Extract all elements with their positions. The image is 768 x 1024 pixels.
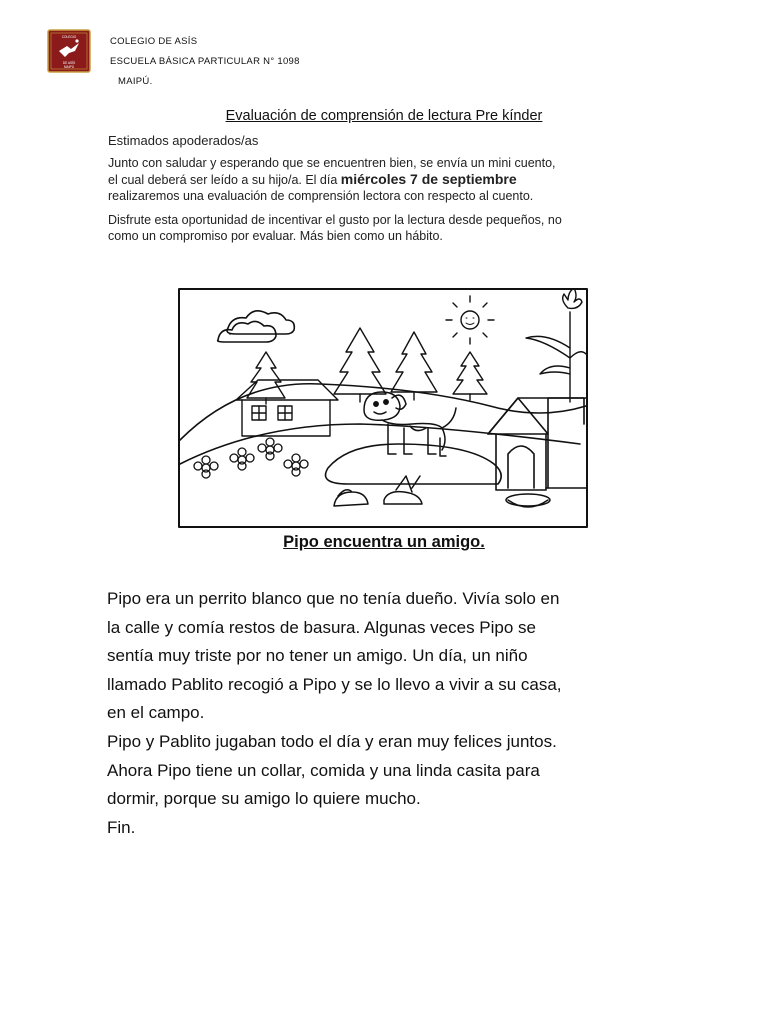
story-line: sentía muy triste por no tener un amigo. Un día, un niño xyxy=(107,646,528,666)
story-title: Pipo encuentra un amigo. xyxy=(283,533,485,551)
story-line: dormir, porque su amigo lo quiere mucho. xyxy=(107,789,421,809)
school-type: ESCUELA BÁSICA PARTICULAR N° 1098 xyxy=(110,56,300,67)
story-line: Pipo era un perrito blanco que no tenía dueño. Vivía solo en xyxy=(107,589,560,608)
greeting: Estimados apoderados/as xyxy=(108,133,259,148)
story-line: Fin. xyxy=(107,817,136,837)
paragraph-2-line-2: como un compromiso por evaluar. Más bien como un hábito. xyxy=(108,229,443,243)
svg-text:DE ASÍS: DE ASÍS xyxy=(62,61,76,65)
story-line: en el campo. xyxy=(107,703,205,723)
paragraph-2-line-1: Disfrute esta oportunidad de incentivar el gusto por la lectura desde pequeños, no xyxy=(108,213,562,227)
paragraph-1-line-1: Junto con saludar y esperando que se encuentren bien, se envía un mini cuento, xyxy=(108,156,556,170)
school-name: COLEGIO DE ASÍS xyxy=(110,36,198,47)
document-title: Evaluación de comprensión de lectura Pre kínder xyxy=(225,108,543,124)
school-crest-logo xyxy=(47,29,91,73)
svg-text:COLEGIO: COLEGIO xyxy=(61,35,77,39)
story-line: Ahora Pipo tiene un collar, comida y una linda casita para xyxy=(107,760,540,780)
evaluation-date: miércoles 7 de septiembre xyxy=(340,171,517,187)
story-line: Pipo y Pablito jugaban todo el día y eran muy felices juntos. xyxy=(107,731,557,751)
story-line: la calle y comía restos de basura. Algunas veces Pipo se xyxy=(107,617,537,637)
school-city: MAIPÚ. xyxy=(118,76,153,87)
story-body xyxy=(107,585,707,842)
paragraph-1-line-2: el cual deberá ser leído a su hijo/a. El día xyxy=(108,173,341,187)
svg-text:MAIPÚ: MAIPÚ xyxy=(63,65,75,69)
story-illustration xyxy=(178,288,588,528)
paragraph-2 xyxy=(108,212,668,244)
story-line: llamado Pablito recogió a Pipo y se lo llevo a vivir a su casa, xyxy=(107,674,562,694)
paragraph-1 xyxy=(108,155,668,204)
paragraph-1-line-3: realizaremos una evaluación de comprensión lectora con respecto al cuento. xyxy=(108,189,534,203)
